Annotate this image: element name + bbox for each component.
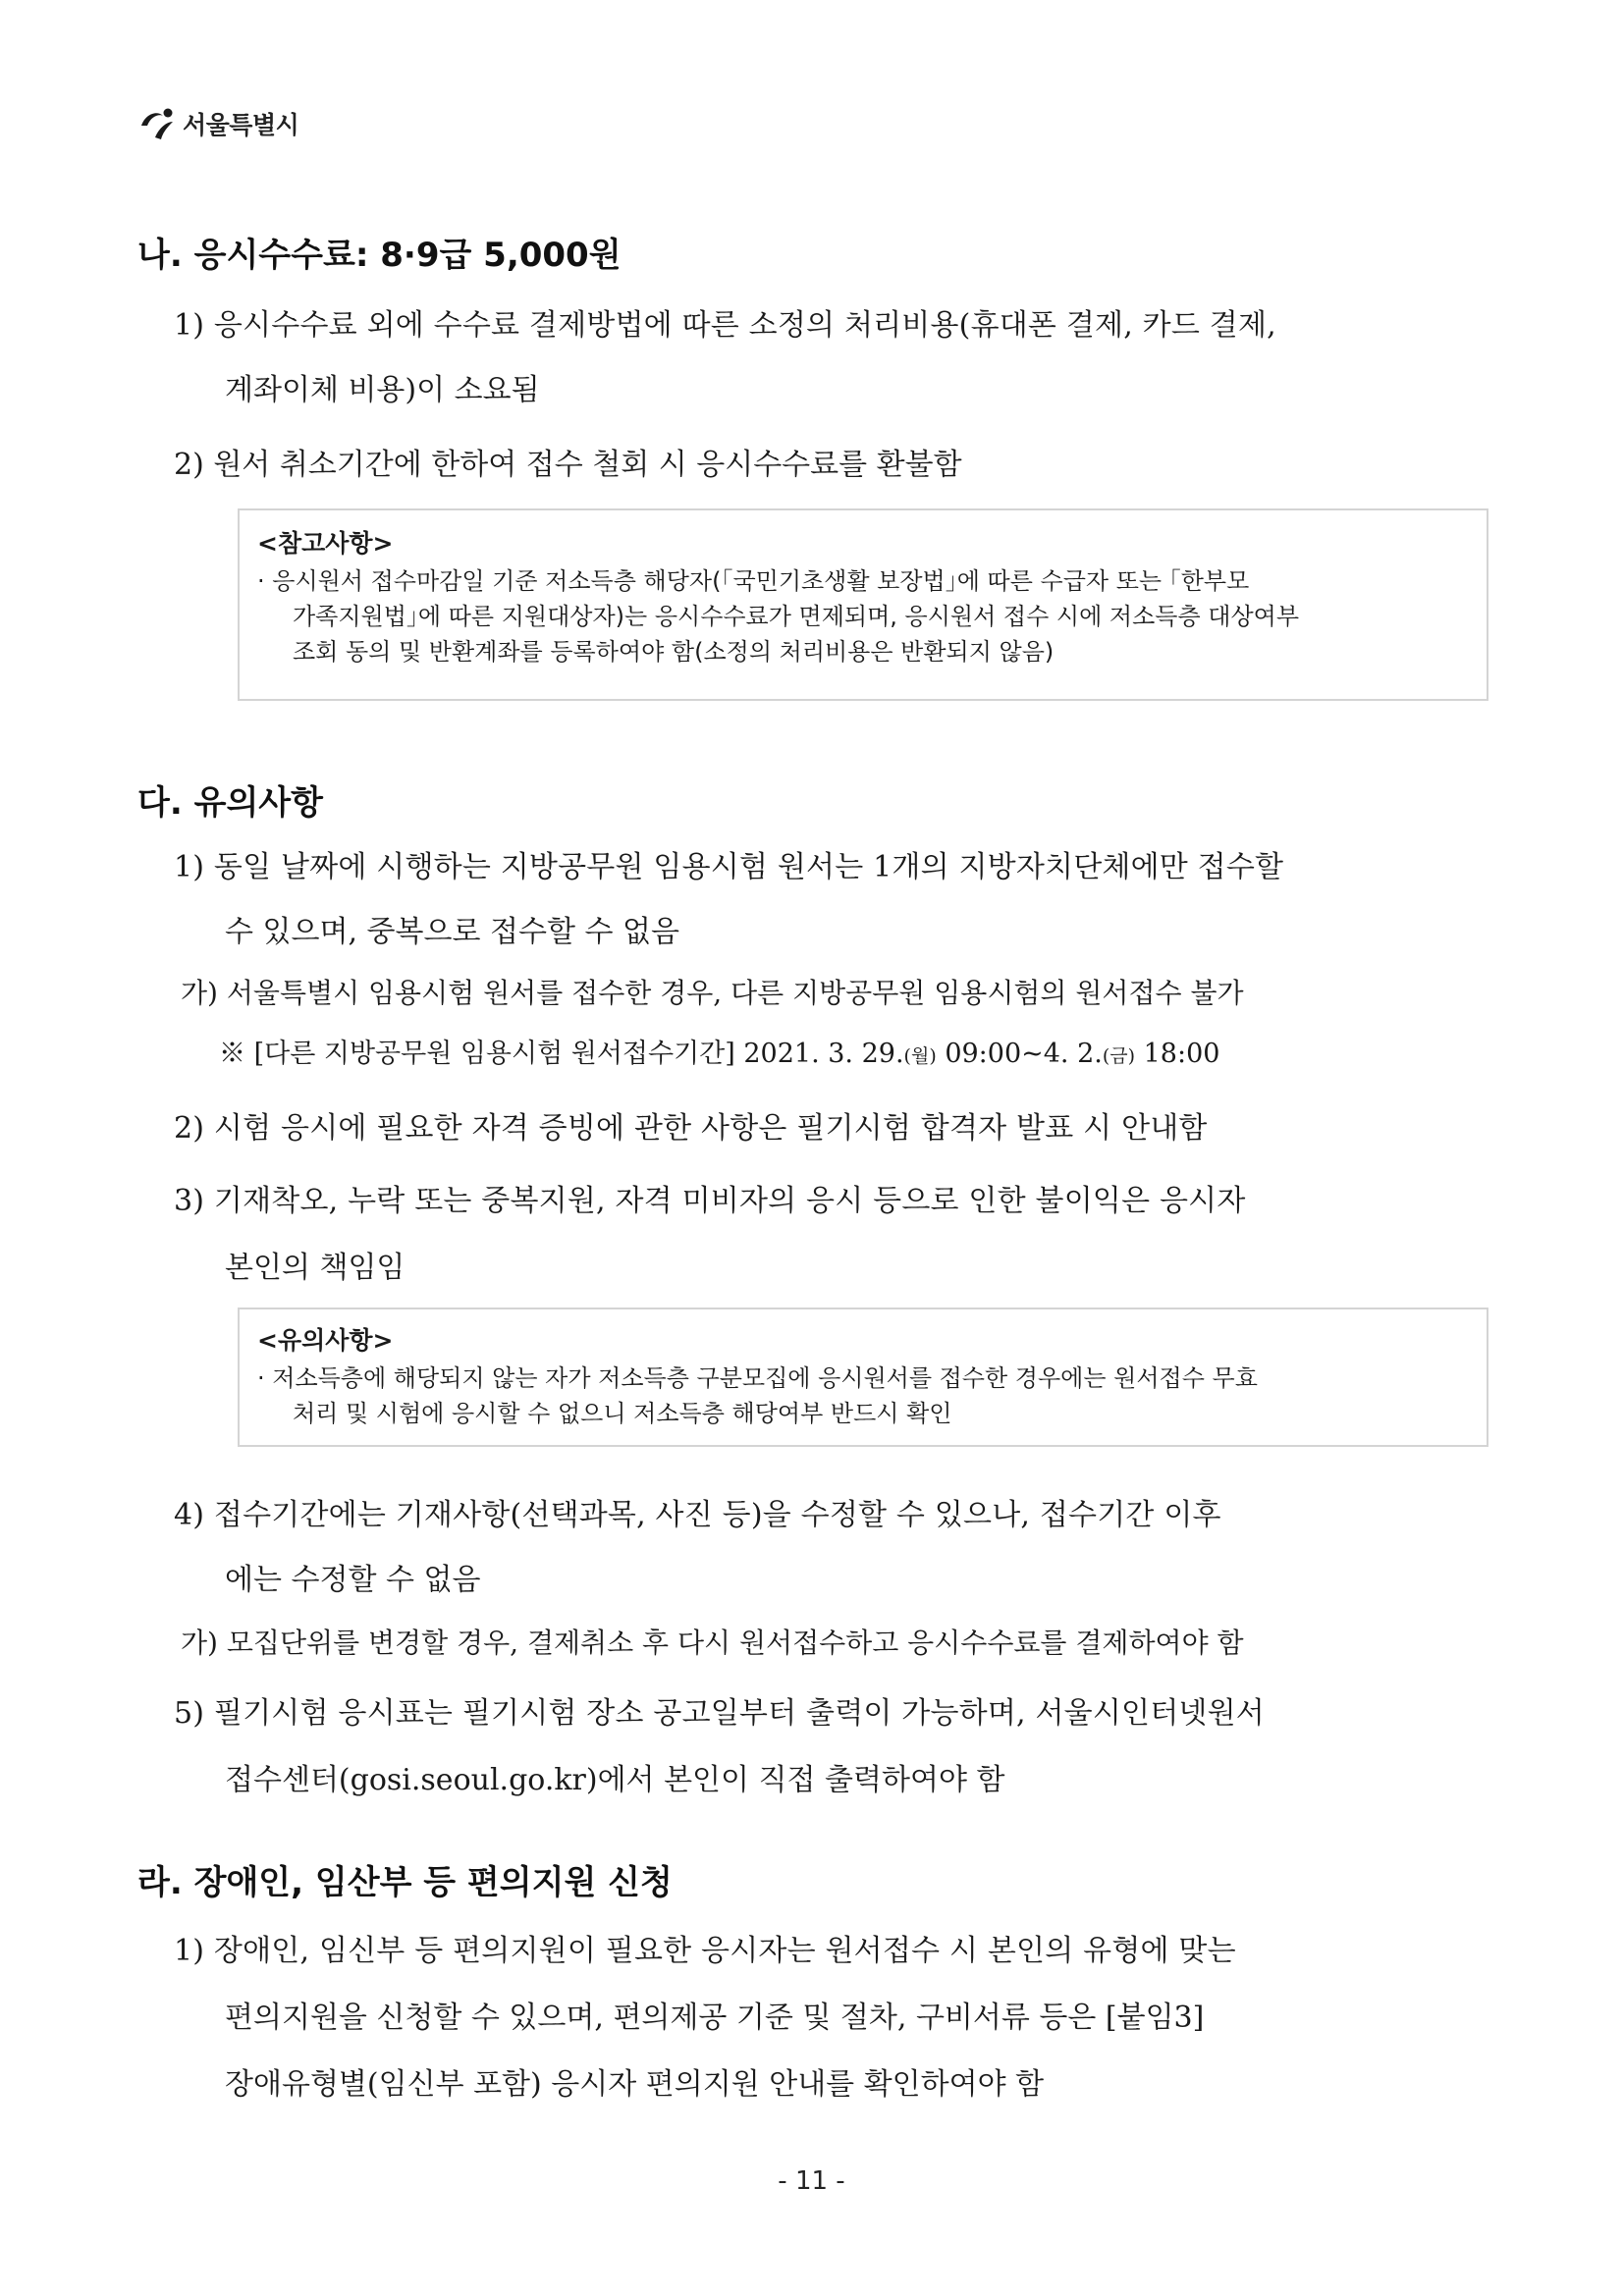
fee-item-1-line-1: 1) 응시수수료 외에 수수료 결제방법에 따른 소정의 처리비용(휴대폰 결제, 카드 결제, <box>174 308 1276 343</box>
caution-item-1-reference: ※ [다른 지방공무원 임용시험 원서접수기간] 2021. 3. 29.(월) 09:00~4. 2.(금) 18:00 <box>219 1039 1220 1069</box>
caution-item-2: 2) 시험 응시에 필요한 자격 증빙에 관한 사항은 필기시험 합격자 발표 시 안내함 <box>174 1111 1208 1146</box>
caution-item-3-line-1: 3) 기재착오, 누락 또는 중복지원, 자격 미비자의 응시 등으로 인한 불이익은 응시자 <box>174 1184 1246 1218</box>
accommodation-item-1-line-2: 편의지원을 신청할 수 있으며, 편의제공 기준 및 절차, 구비서류 등은 [붙임3] <box>225 2001 1205 2035</box>
caution-item-5-line-2: 접수센터(gosi.seoul.go.kr)에서 본인이 직접 출력하여야 함 <box>225 1763 1005 1797</box>
caution-item-5-line-1: 5) 필기시험 응시표는 필기시험 장소 공고일부터 출력이 가능하며, 서울시인터넷원서 <box>174 1696 1265 1731</box>
caution-note-box <box>238 1308 1488 1447</box>
note-line: · 저소득층에 해당되지 않는 자가 저소득층 구분모집에 응시원서를 접수한 경우에는 원서접수 무효 <box>257 1364 1258 1392</box>
reference-note-box <box>238 508 1488 701</box>
accommodation-item-1-line-1: 1) 장애인, 임신부 등 편의지원이 필요한 응시자는 원서접수 시 본인의 유형에 맞는 <box>174 1934 1236 1968</box>
logo-text: 서울특별시 <box>183 111 299 139</box>
caution-item-1-line-1: 1) 동일 날짜에 시행하는 지방공무원 임용시험 원서는 1개의 지방자치단체에만 접수할 <box>174 850 1284 884</box>
caution-item-4-sub: 가) 모집단위를 변경할 경우, 결제취소 후 다시 원서접수하고 응시수수료를 결제하여야 함 <box>181 1627 1244 1659</box>
note-line: 가족지원법｣에 따른 지원대상자)는 응시수수료가 면제되며, 응시원서 접수 시에 저소득층 대상여부 <box>293 603 1300 630</box>
note-line: 처리 및 시험에 응시할 수 없으니 저소득층 해당여부 반드시 확인 <box>293 1400 952 1427</box>
caution-item-1-line-2: 수 있으며, 중복으로 접수할 수 없음 <box>225 915 679 949</box>
note-line: · 응시원서 접수마감일 기준 저소득층 해당자(｢국민기초생활 보장법｣에 따른 수급자 또는 ｢한부모 <box>257 567 1250 595</box>
section-heading-accommodation: 라. 장애인, 임산부 등 편의지원 신청 <box>137 1863 673 1902</box>
fee-item-2: 2) 원서 취소기간에 한하여 접수 철회 시 응시수수료를 환불함 <box>174 448 962 482</box>
page-number: - 11 - <box>778 2166 845 2196</box>
caution-item-4-line-1: 4) 접수기간에는 기재사항(선택과목, 사진 등)을 수정할 수 있으나, 접수기간 이후 <box>174 1498 1221 1532</box>
accommodation-item-1-line-3: 장애유형별(임신부 포함) 응시자 편의지원 안내를 확인하여야 함 <box>225 2067 1045 2102</box>
section-heading-cautions: 다. 유의사항 <box>137 783 323 823</box>
caution-item-4-line-2: 에는 수정할 수 없음 <box>225 1563 481 1597</box>
note-title: <유의사항> <box>257 1326 394 1355</box>
seoul-logo-icon <box>137 106 177 141</box>
note-line: 조회 동의 및 반환계좌를 등록하여야 함(소정의 처리비용은 반환되지 않음) <box>293 638 1055 666</box>
header-logo <box>137 106 298 141</box>
section-heading-fee: 나. 응시수수료: 8·9급 5,000원 <box>137 236 622 275</box>
fee-item-1-line-2: 계좌이체 비용)이 소요됨 <box>225 373 540 407</box>
caution-item-1-sub: 가) 서울특별시 임용시험 원서를 접수한 경우, 다른 지방공무원 임용시험의 원서접수 불가 <box>181 977 1244 1009</box>
caution-item-3-line-2: 본인의 책임임 <box>225 1251 406 1285</box>
note-title: <참고사항> <box>257 529 394 558</box>
